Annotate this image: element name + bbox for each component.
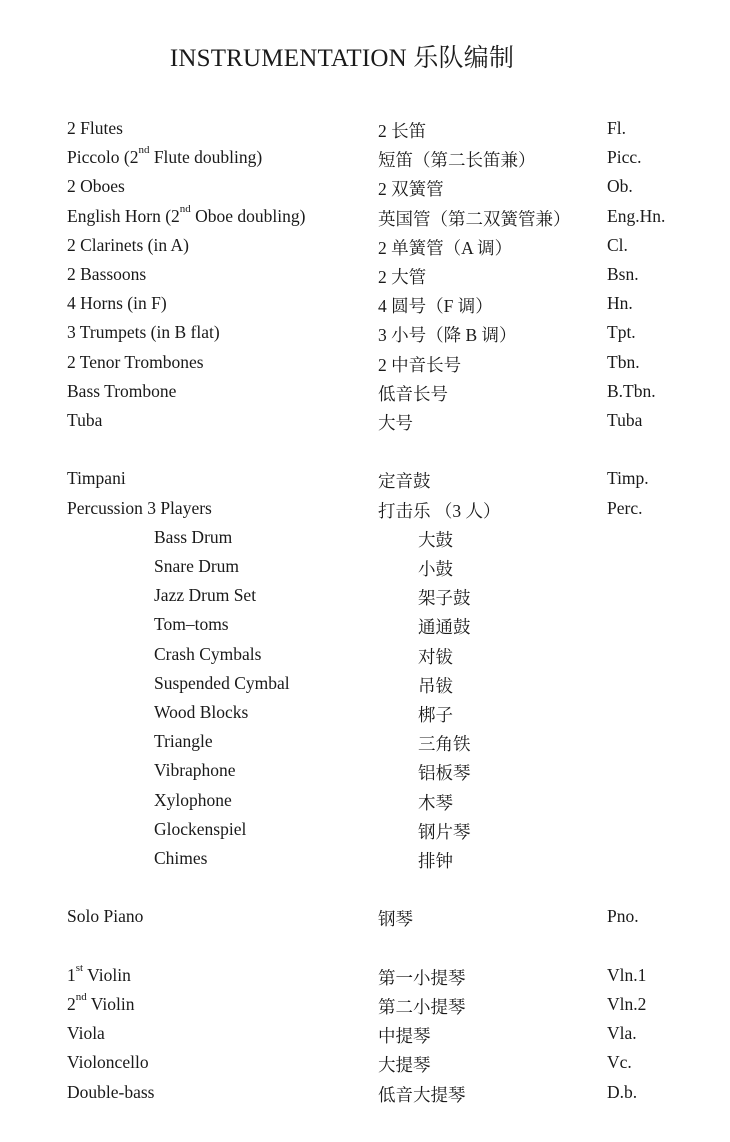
instrument-name-english: Suspended Cymbal — [154, 672, 290, 693]
instrument-name-english: Chimes — [154, 848, 208, 868]
percussion-subitem-row — [0, 585, 730, 614]
instrument-abbreviation: Eng.Hn. — [607, 205, 666, 226]
instrument-name-english: Tuba — [67, 410, 103, 430]
ordinal-suffix: nd — [179, 202, 191, 215]
instrument-name-chinese: 4 圆号（F 调） — [378, 296, 493, 317]
instrument-name-chinese: 2 长笛 — [378, 121, 427, 141]
instrument-abbreviation: Picc. — [607, 147, 642, 168]
instrument-abbreviation: Bsn. — [607, 264, 639, 284]
instrument-row — [0, 410, 730, 439]
instrument-abbreviation: Vln.1 — [607, 964, 647, 985]
instrument-name-english: Snare Drum — [154, 556, 240, 576]
instrument-row — [0, 961, 730, 994]
instrument-name-chinese: 吊钹 — [418, 675, 453, 696]
instrument-row — [0, 381, 730, 410]
instrument-name-english: Wood Blocks — [154, 702, 249, 722]
instrument-name-chinese: 木琴 — [418, 792, 453, 813]
percussion-subitem-row — [0, 614, 730, 643]
instrument-name-chinese: 英国管（第二双簧管兼） — [378, 208, 571, 229]
instrument-name-chinese: 第一小提琴 — [378, 967, 466, 988]
instrument-name-english: Solo Piano — [67, 906, 144, 927]
instrument-name-english: 2nd Violin — [67, 991, 135, 1014]
instrument-abbreviation: Vc. — [607, 1052, 632, 1073]
percussion-subitem-row — [0, 731, 730, 760]
instrument-name-english: Glockenspiel — [154, 818, 247, 839]
instrument-row — [0, 1023, 730, 1052]
instrument-name-chinese: 大提琴 — [378, 1055, 431, 1076]
instrument-name-english: Timpani — [67, 468, 126, 489]
ordinal-suffix: nd — [138, 144, 150, 157]
instrument-name-chinese: 2 单簧管（A 调） — [378, 237, 513, 258]
instrument-row — [0, 322, 730, 351]
instrument-name-chinese: 架子鼓 — [418, 588, 471, 609]
instrument-name-english: Double-bass — [67, 1081, 155, 1102]
percussion-subitem-row — [0, 790, 730, 819]
instrument-name-chinese: 大号 — [378, 413, 413, 433]
instrument-abbreviation: Vln.2 — [607, 994, 647, 1014]
instrument-name-chinese: 低音大提琴 — [378, 1084, 466, 1105]
instrument-abbreviation: Perc. — [607, 497, 643, 518]
instrument-abbreviation: Vla. — [607, 1023, 637, 1044]
instrument-name-english: 2 Bassoons — [67, 264, 147, 284]
instrument-name-english: Viola — [67, 1023, 105, 1044]
instrument-name-english: 4 Horns (in F) — [67, 293, 167, 314]
instrument-row — [0, 352, 730, 381]
instrument-name-chinese: 通通鼓 — [418, 617, 471, 638]
instrument-name-chinese: 定音鼓 — [378, 471, 431, 492]
instrument-row — [0, 1052, 730, 1081]
instrument-name-english: 2 Clarinets (in A) — [67, 234, 189, 255]
instrument-name-english: Crash Cymbals — [154, 643, 262, 664]
instrument-name-chinese: 对钹 — [418, 646, 453, 667]
instrument-abbreviation: Fl. — [607, 118, 626, 138]
instrument-row — [0, 176, 730, 205]
instrument-row — [0, 498, 730, 527]
instrument-name-english: Xylophone — [154, 789, 232, 810]
percussion-subitem-row — [0, 848, 730, 877]
percussion-subitem-row — [0, 527, 730, 556]
instrument-name-chinese: 短笛（第二长笛兼） — [378, 150, 536, 171]
instrument-row — [0, 468, 730, 497]
instrument-row — [0, 991, 730, 1023]
instrument-abbreviation: Ob. — [607, 176, 633, 197]
instrument-name-chinese: 钢琴 — [378, 909, 413, 930]
instrument-abbreviation: Hn. — [607, 293, 633, 314]
instrument-name-chinese: 排钟 — [418, 851, 453, 871]
instrument-name-chinese: 大鼓 — [418, 529, 453, 550]
instrument-row — [0, 293, 730, 322]
instrument-name-chinese: 三角铁 — [418, 734, 471, 755]
percussion-subitem-row — [0, 760, 730, 789]
instrument-name-chinese: 梆子 — [418, 705, 453, 725]
instrument-name-chinese: 钢片琴 — [418, 821, 471, 842]
instrument-name-english: Triangle — [154, 731, 213, 752]
instrument-row — [0, 118, 730, 147]
instrument-name-english: English Horn (2nd Oboe doubling) — [67, 202, 306, 226]
instrument-name-english: 2 Oboes — [67, 176, 125, 197]
instrument-name-chinese: 2 双簧管 — [378, 179, 444, 200]
instrument-name-english: 1st Violin — [67, 961, 131, 985]
instrument-row — [0, 1082, 730, 1111]
instrument-name-chinese: 3 小号（降 B 调） — [378, 325, 517, 346]
instrument-name-english: Tom–toms — [154, 614, 229, 635]
instrument-name-english: Percussion 3 Players — [67, 497, 212, 518]
instrument-name-english: Jazz Drum Set — [154, 585, 257, 606]
instrument-name-english: 2 Flutes — [67, 118, 123, 138]
instrument-row — [0, 264, 730, 293]
percussion-subitem-row — [0, 819, 730, 848]
instrument-name-english: 2 Tenor Trombones — [67, 351, 204, 372]
instrument-row — [0, 202, 730, 235]
instrument-name-chinese: 第二小提琴 — [378, 997, 466, 1017]
ordinal-suffix: st — [75, 961, 84, 974]
instrument-abbreviation: Pno. — [607, 906, 639, 927]
instrument-row — [0, 144, 730, 176]
instrument-name-chinese: 打击乐 （3 人） — [378, 500, 501, 521]
percussion-subitem-row — [0, 644, 730, 673]
instrument-abbreviation: D.b. — [607, 1081, 638, 1102]
percussion-subitem-row — [0, 702, 730, 731]
instrument-name-english: Violoncello — [67, 1052, 149, 1073]
instrument-abbreviation: Tbn. — [607, 351, 640, 372]
instrument-row — [0, 906, 730, 935]
instrument-abbreviation: Cl. — [607, 234, 628, 255]
percussion-subitem-row — [0, 556, 730, 585]
instrument-name-chinese: 低音长号 — [378, 383, 448, 404]
instrument-abbreviation: Tpt. — [607, 322, 636, 343]
instrument-name-english: Bass Trombone — [67, 380, 177, 401]
instrument-name-chinese: 小鼓 — [418, 559, 453, 579]
instrument-name-chinese: 2 中音长号 — [378, 354, 462, 375]
instrument-abbreviation: Timp. — [607, 468, 649, 489]
instrument-row — [0, 235, 730, 264]
instrument-name-chinese: 2 大管 — [378, 267, 427, 287]
instrument-name-english: Vibraphone — [154, 760, 236, 781]
instrument-name-english: Bass Drum — [154, 526, 233, 547]
instrument-name-english: Piccolo (2nd Flute doubling) — [67, 144, 263, 168]
instrument-abbreviation: B.Tbn. — [607, 380, 656, 401]
instrument-abbreviation: Tuba — [607, 410, 643, 430]
percussion-subitem-row — [0, 673, 730, 702]
instrument-name-chinese: 中提琴 — [378, 1026, 431, 1047]
instrument-name-chinese: 铝板琴 — [418, 763, 471, 784]
ordinal-suffix: nd — [75, 991, 87, 1003]
page-title: INSTRUMENTATION 乐队编制 — [169, 45, 515, 72]
instrument-name-english: 3 Trumpets (in B flat) — [67, 322, 220, 343]
